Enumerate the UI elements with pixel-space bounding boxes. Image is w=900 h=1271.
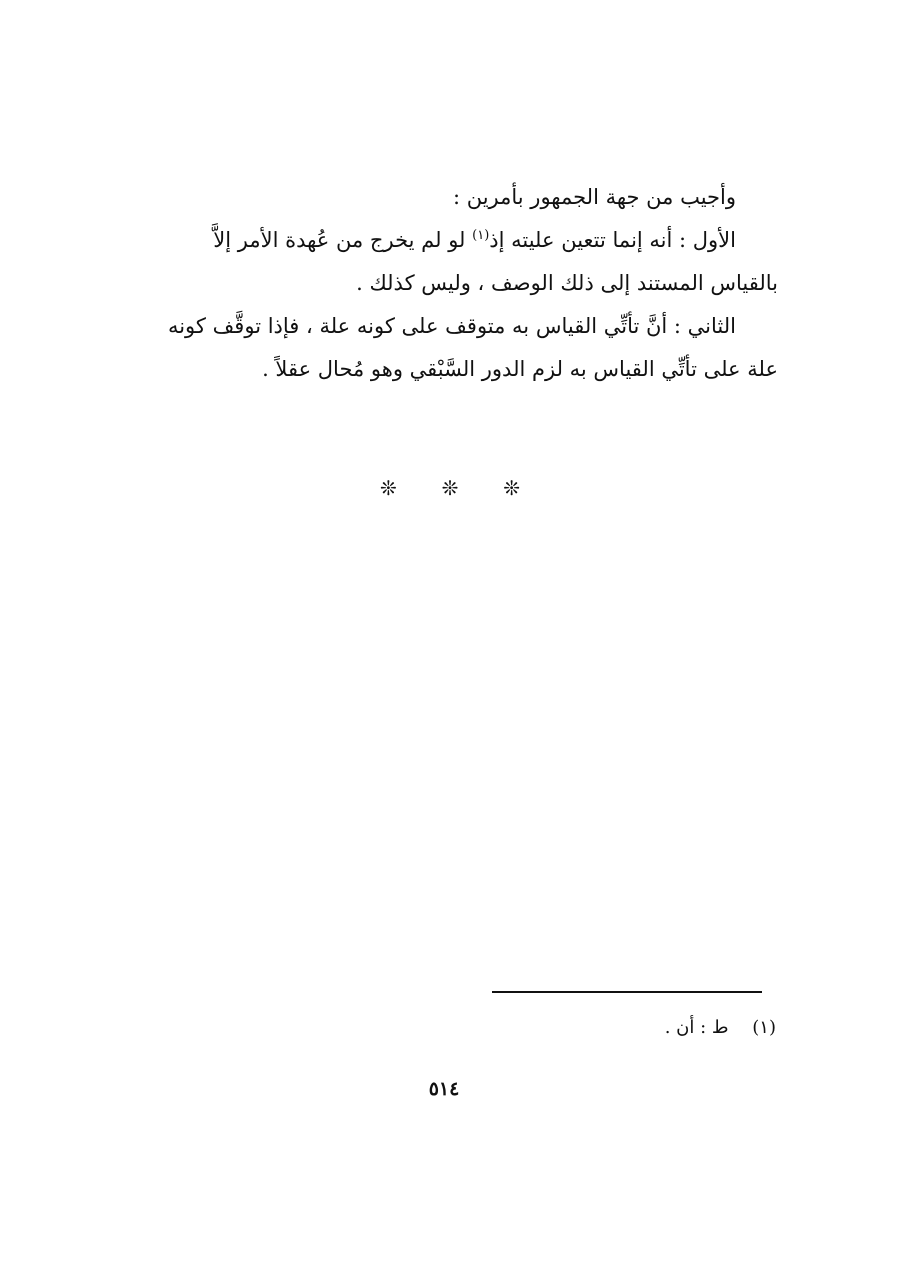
text-line-5: علة على تأتِّي القياس به لزم الدور السَّبْقي وهو مُحال عقلاً . bbox=[262, 357, 778, 381]
footnote-divider bbox=[492, 991, 762, 993]
footnote-reference: (١) bbox=[472, 228, 490, 243]
star-ornament-icon: ❊ bbox=[380, 476, 397, 500]
footnote bbox=[665, 1017, 776, 1038]
text-line-2-end: لو لم يخرج من عُهدة الأمر إلاَّ bbox=[213, 228, 473, 252]
text-line-4: الثاني : أنَّ تأتِّي القياس به متوقف على كونه علة ، فإذا توقَّف كونه bbox=[167, 314, 736, 338]
star-ornament-icon: ❊ bbox=[441, 476, 459, 500]
main-text bbox=[118, 176, 778, 391]
star-ornament-icon: ❊ bbox=[503, 476, 520, 500]
text-line-2-start: الأول : أنه إنما تتعين عليته إذ bbox=[489, 228, 736, 252]
text-line-1: وأجيب من جهة الجمهور بأمرين : bbox=[452, 185, 736, 209]
text-line-2 bbox=[118, 219, 778, 262]
text-line-3: بالقياس المستند إلى ذلك الوصف ، وليس كذلك . bbox=[356, 271, 778, 295]
footnote-text: ط : أن . bbox=[664, 1017, 729, 1038]
page-number: ٥١٤ bbox=[428, 1078, 460, 1100]
section-separator bbox=[380, 476, 520, 500]
footnote-number: (١) bbox=[752, 1017, 776, 1038]
